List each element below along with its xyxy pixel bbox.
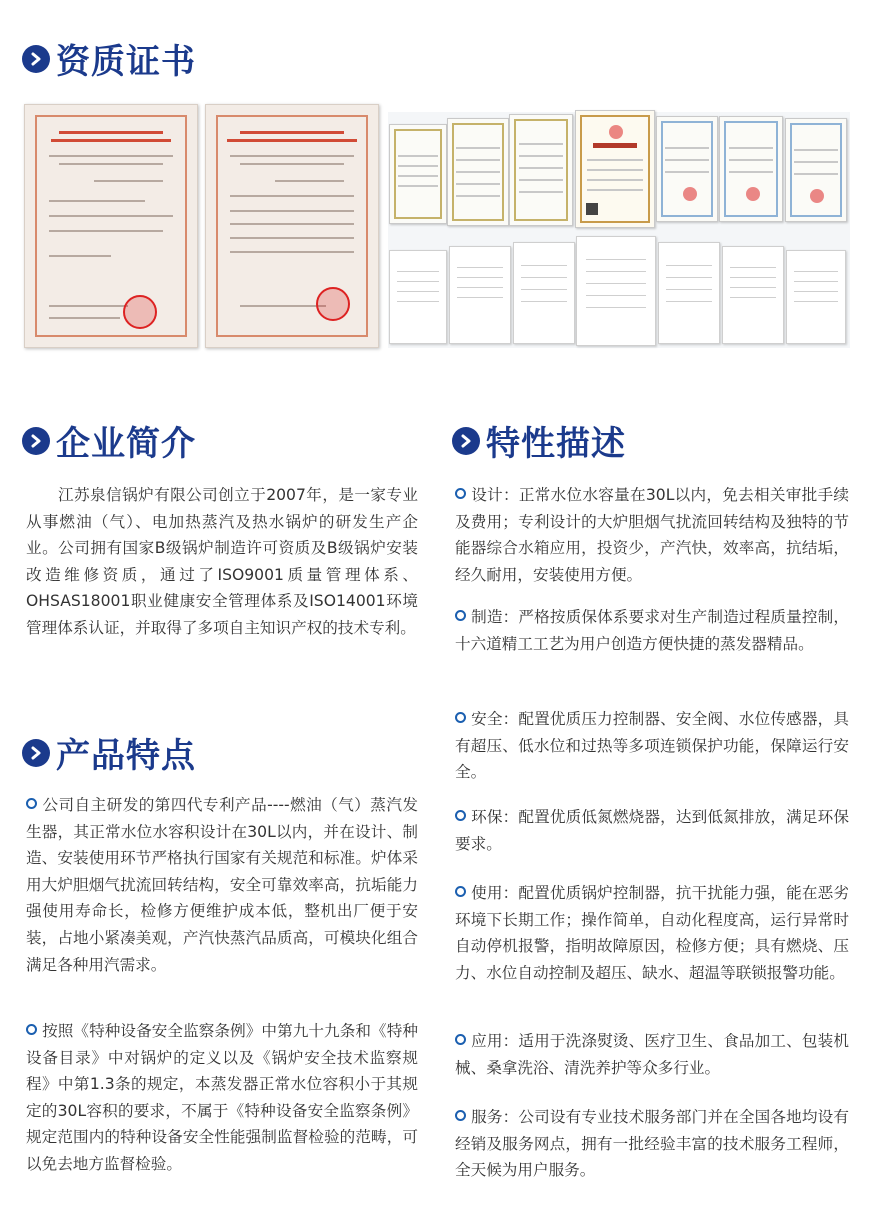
feature-item-manufacturing [455,604,849,657]
bullet-circle-icon [455,610,466,621]
certificate-thumbnail [785,118,847,222]
chevron-right-icon [22,45,50,73]
feature-item-text: 使用：配置优质锅炉控制器，抗干扰能力强，能在恶劣环境下长期工作；操作简单，自动化程度高，运行异常时自动停机报警，指明故障原因，检修方便；具有燃烧、压力、水位自动控制及超压、缺水、超温等联锁报警功能。 [455,884,849,982]
section-title-features [452,416,626,465]
feature-item-text: 环保：配置优质低氮燃烧器，达到低氮排放，满足环保要求。 [455,808,849,853]
feature-item-service [455,1104,849,1184]
certificate-thumbnail [447,118,509,226]
document-thumbnail [576,236,656,346]
bullet-circle-icon [455,1034,466,1045]
business-license-thumbnail [575,110,655,228]
bullet-circle-icon [455,488,466,499]
feature-item-safety [455,706,849,786]
section-title-text: 特性描述 [486,424,626,464]
feature-item-design [455,482,849,588]
certificate-image-manufacturing-license [24,104,198,348]
certificate-thumbnail [656,116,718,222]
company-intro-text: 江苏泉信锅炉有限公司创立于2007年，是一家专业从事燃油（气）、电加热蒸汽及热水锅炉的研发生产企业。公司拥有国家B级锅炉制造许可资质及B级锅炉安装改造维修资质，通过了ISO9001质量管理体系、OHSAS18001职业健康安全管理体系及ISO14001环境管理体系认证，并取得了多项自主知识产权的技术专利。 [26,486,418,637]
feature-item-text: 设计：正常水位水容量在30L以内，免去相关审批手续及费用；专利设计的大炉胆烟气扰流回转结构及独特的节能器综合水箱应用，投资少，产汽快，效率高，抗结垢，经久耐用，安装使用方便。 [455,486,849,584]
section-title-company [22,416,196,465]
document-thumbnail [449,246,511,344]
bullet-circle-icon [455,1110,466,1121]
chevron-right-icon [452,427,480,455]
section-title-certificates [22,34,196,83]
feature-item-text: 服务：公司设有专业技术服务部门并在全国各地均设有经销及服务网点，拥有一批经验丰富的技术服务工程师，全天候为用户服务。 [455,1108,849,1180]
bullet-circle-icon [455,712,466,723]
certificate-thumbnail [509,114,573,226]
feature-item-application [455,1028,849,1081]
document-thumbnail [658,242,720,344]
bullet-circle-icon [26,1024,37,1035]
bullet-circle-icon [455,810,466,821]
company-intro-paragraph [26,482,418,642]
section-title-text: 资质证书 [56,42,196,82]
document-thumbnail [722,246,784,344]
chevron-right-icon [22,427,50,455]
section-title-product [22,728,196,777]
document-thumbnail [389,250,447,344]
section-title-text: 产品特点 [56,736,196,776]
feature-item-environment [455,804,849,857]
section-title-text: 企业简介 [56,424,196,464]
product-item [26,792,418,978]
feature-item-text: 安全：配置优质压力控制器、安全阀、水位传感器，具有超压、低水位和过热等多项连锁保护功能，保障运行安全。 [455,710,849,782]
bullet-circle-icon [455,886,466,897]
feature-item-text: 应用：适用于洗涤熨烫、医疗卫生、食品加工、包装机械、桑拿洗浴、清洗养护等众多行业。 [455,1032,849,1077]
certificate-thumbnail [719,116,783,222]
feature-item-usage [455,880,849,986]
feature-item-text: 制造：严格按质保体系要求对生产制造过程质量控制，十六道精工工艺为用户创造方便快捷的蒸发器精品。 [455,608,849,653]
chevron-right-icon [22,739,50,767]
bullet-circle-icon [26,798,37,809]
document-thumbnail [786,250,846,344]
product-item [26,1018,418,1178]
product-item-text: 按照《特种设备安全监察条例》中第九十九条和《特种设备目录》中对锅炉的定义以及《锅炉安全技术监察规程》中第1.3条的规定，本蒸发器正常水位容积小于其规定的30L容积的要求，不属于《特种设备安全监察条例》规定范围内的特种设备安全性能强制监督检验的范畴，可以免去地方监督检验。 [26,1022,418,1173]
certificate-thumbnail [389,124,447,224]
product-item-text: 公司自主研发的第四代专利产品----燃油（气）蒸汽发生器，其正常水位水容积设计在30L以内，并在设计、制造、安装使用环节严格执行国家有关规范和标准。炉体采用大炉胆烟气扰流回转结构，安全可靠效率高，抗垢能力强使用寿命长，检修方便维护成本低，整机出厂便于安装，占地小紧凑美观，产汽快蒸汽品质高，可模块化组合满足各种用汽需求。 [26,796,418,974]
document-thumbnail [513,242,575,344]
certificate-image-installation-license [205,104,379,348]
